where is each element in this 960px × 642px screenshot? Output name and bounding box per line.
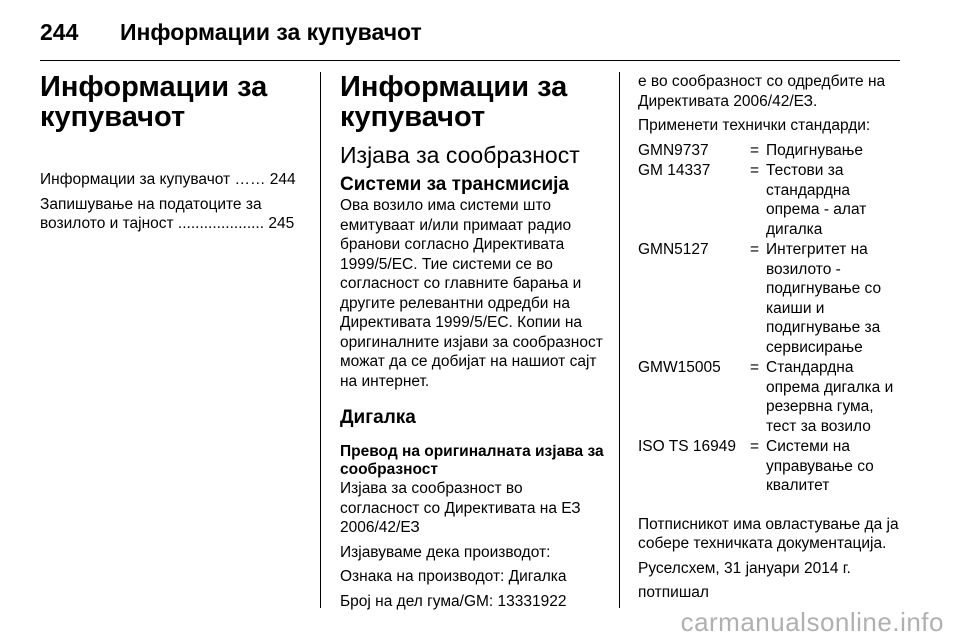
column-declaration [340, 72, 605, 616]
directive-intro: е во сообразност со одредбите на Директивата 2006/42/ЕЗ. [638, 73, 886, 110]
part-number: Број на дел гума/GM: 13331922 [340, 592, 567, 610]
standard-separator: = [750, 359, 760, 376]
signatory-authority: Потписникот има овластување да ја собере техничката документација. [638, 515, 899, 552]
standard-code: ISO TS 16949 [638, 438, 736, 455]
standard-code: GMN5127 [638, 241, 709, 258]
jack-heading: Дигалка [340, 407, 416, 428]
standard-code: GM 14337 [638, 162, 711, 179]
conformity-statement: Изјава за сообразност во согласност со Директивата на ЕЗ 2006/42/ЕЗ [340, 480, 581, 536]
standard-description: Стандардна опрема дигалка и резервна гума, тест за возило [766, 359, 894, 435]
signed-by: потпишал [638, 584, 709, 601]
page-header [40, 14, 422, 50]
watermark: carmanualsonline.info [680, 607, 944, 637]
column-divider-2 [619, 72, 620, 608]
standard-separator: = [750, 438, 760, 455]
standard-code: GMW15005 [638, 359, 721, 376]
column-standards [638, 72, 903, 608]
transmission-systems-text: Ова возило има системи што емитуваат и/или примаат радио бранови согласно Директивата 1999/5/ЕС. Тие системи се во согласност со главните барања и другите релевантни одредби на Директивата 1999/5/ЕС. Копии на оригиналните изјави за сообразност можат да се добијат на нашиот сајт на интернет. [340, 197, 603, 390]
running-title: Информации за купувачот [120, 18, 422, 45]
standard-description: Тестови за стандардна опрема - алат дигалка [766, 162, 867, 238]
table-row [638, 358, 903, 437]
page-number: 244 [40, 18, 79, 45]
header-divider [40, 60, 900, 61]
standards-heading: Применети технички стандарди: [638, 117, 871, 134]
standard-separator: = [750, 141, 760, 159]
standard-description: Интегритет на возилото - подигнување со каиши и подигнување за сервисирање [766, 241, 882, 356]
toc-entry-vehicle-data[interactable]: Запишување на податоците за возилото и тајност .................... 245 [40, 195, 295, 232]
standard-code: GMN9737 [638, 141, 709, 159]
table-row [638, 437, 903, 497]
standards-table [638, 141, 903, 497]
section-title: Информации за купувачот [340, 71, 568, 133]
column-divider-1 [320, 72, 321, 608]
table-of-contents [40, 170, 302, 234]
column-toc [40, 72, 302, 239]
product-designation: Ознака на производот: Дигалка [340, 568, 567, 585]
toc-entry-customer-info[interactable]: Информации за купувачот …… 244 [40, 171, 296, 188]
table-row [638, 141, 903, 162]
table-row [638, 240, 903, 358]
translation-heading: Превод на оригиналната изјава за сообразност [340, 443, 604, 478]
standard-separator: = [750, 241, 760, 258]
chapter-title: Информации за купувачот [40, 71, 268, 133]
standard-description: Системи на управување со квалитет [766, 438, 874, 494]
standard-separator: = [750, 162, 760, 179]
place-and-date: Руселсхем, 31 јануари 2014 г. [638, 559, 851, 577]
standard-description: Подигнување [766, 141, 863, 159]
declaration-title: Изјава за сообразност [340, 142, 580, 168]
table-row [638, 161, 903, 240]
transmission-systems-heading: Системи за трансмисија [340, 174, 569, 195]
declaration-line: Изјавуваме дека производот: [340, 543, 551, 561]
